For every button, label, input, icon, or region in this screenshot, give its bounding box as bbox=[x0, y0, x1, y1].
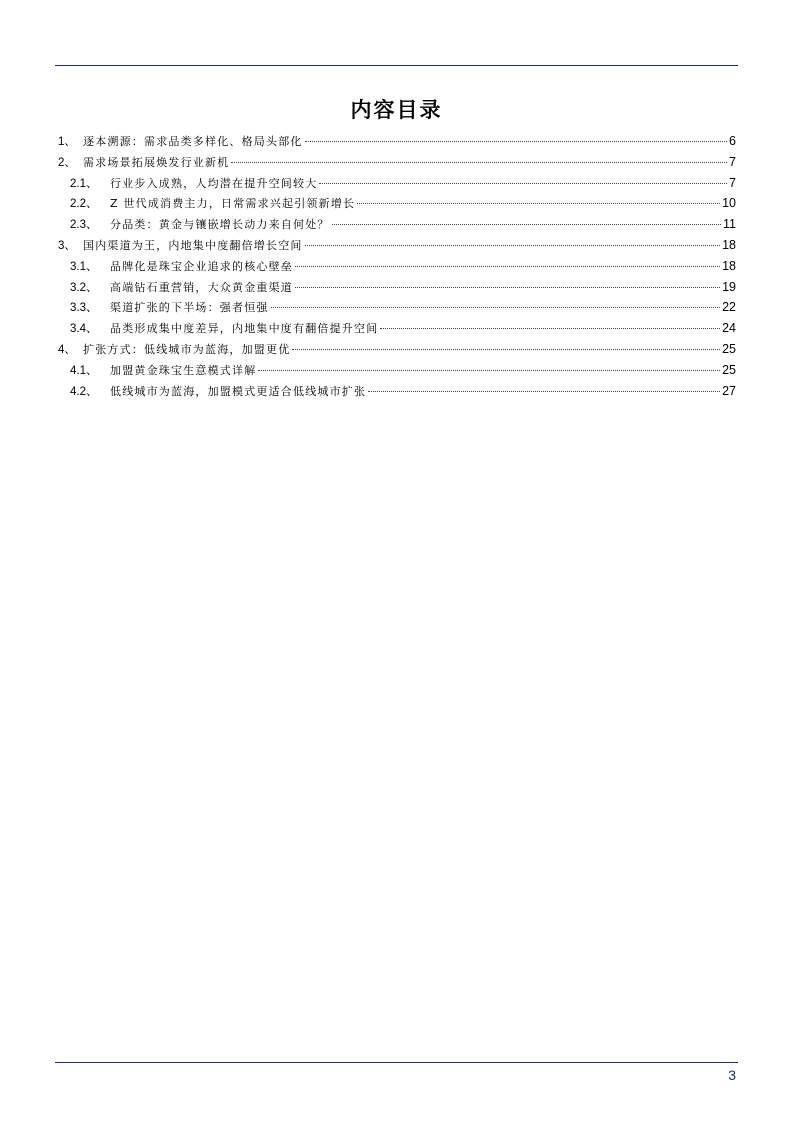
dot-leader bbox=[368, 391, 720, 392]
toc-entry[interactable] bbox=[58, 297, 736, 318]
toc-entry[interactable] bbox=[58, 131, 736, 152]
toc-entry-page: 19 bbox=[722, 279, 736, 294]
toc-entry[interactable] bbox=[58, 277, 736, 298]
toc-entry-page: 27 bbox=[722, 383, 736, 398]
toc-entry-page: 11 bbox=[723, 217, 736, 232]
table-of-contents bbox=[58, 131, 736, 401]
toc-entry-number: 4.1、 bbox=[70, 364, 98, 377]
toc-entry-number: 2、 bbox=[58, 156, 76, 169]
toc-entry-title: 扩张方式：低线城市为蓝海，加盟更优 bbox=[83, 342, 291, 356]
dot-leader bbox=[305, 245, 720, 246]
dot-leader bbox=[271, 307, 720, 308]
page-title: 内容目录 bbox=[350, 97, 443, 122]
toc-entry[interactable] bbox=[58, 152, 736, 173]
toc-entry-number: 4.2、 bbox=[70, 385, 98, 398]
toc-entry-number: 3.3、 bbox=[70, 302, 98, 315]
toc-entry-page: 22 bbox=[722, 300, 736, 315]
toc-entry-title: 分品类：黄金与镶嵌增长动力来自何处？ bbox=[110, 218, 330, 232]
toc-entry-title: 品牌化是珠宝企业追求的核心壁垒 bbox=[110, 259, 293, 273]
dot-leader bbox=[295, 266, 720, 267]
toc-entry-page: 18 bbox=[722, 237, 736, 252]
toc-entry[interactable] bbox=[58, 381, 736, 402]
dot-leader bbox=[380, 328, 720, 329]
toc-entry-title: 逐本溯源：需求品类多样化、格局头部化 bbox=[83, 135, 303, 148]
toc-entry[interactable] bbox=[58, 235, 736, 256]
toc-entry[interactable] bbox=[58, 173, 736, 194]
toc-entry-page: 18 bbox=[722, 258, 736, 273]
toc-entry-number: 3、 bbox=[58, 239, 76, 252]
footer-rule bbox=[55, 1062, 738, 1063]
toc-entry-page: 7 bbox=[729, 154, 736, 169]
toc-entry-title: 加盟黄金珠宝生意模式详解 bbox=[110, 363, 257, 377]
toc-entry-title: 品类形成集中度差异，内地集中度有翻倍提升空间 bbox=[110, 322, 379, 336]
page-number: 3 bbox=[728, 1067, 736, 1083]
header-rule bbox=[55, 65, 738, 66]
toc-entry[interactable] bbox=[58, 339, 736, 360]
toc-entry-number: 2.2、 bbox=[70, 198, 98, 211]
toc-entry-number: 2.1、 bbox=[70, 177, 98, 190]
dot-leader bbox=[319, 183, 727, 184]
toc-entry[interactable] bbox=[58, 256, 736, 277]
dot-leader bbox=[231, 162, 727, 163]
toc-entry[interactable] bbox=[58, 193, 736, 214]
toc-entry-number: 1、 bbox=[58, 136, 76, 148]
toc-entry[interactable] bbox=[58, 214, 736, 235]
toc-entry-title: 行业步入成熟，人均潜在提升空间较大 bbox=[110, 176, 318, 190]
toc-entry-title: 低线城市为蓝海，加盟模式更适合低线城市扩张 bbox=[110, 384, 367, 398]
dot-leader bbox=[357, 203, 720, 204]
toc-entry-page: 24 bbox=[722, 321, 736, 336]
toc-entry-title: Z 世代成消费主力，日常需求兴起引领新增长 bbox=[110, 197, 356, 211]
toc-entry-page: 10 bbox=[722, 196, 736, 211]
toc-entry-title: 需求场景拓展焕发行业新机 bbox=[83, 155, 230, 169]
dot-leader bbox=[332, 224, 721, 225]
dot-leader bbox=[292, 349, 720, 350]
toc-entry[interactable] bbox=[58, 360, 736, 381]
toc-entry-number: 3.2、 bbox=[70, 281, 98, 294]
toc-entry-page: 7 bbox=[729, 175, 736, 190]
toc-entry-title: 国内渠道为王，内地集中度翻倍增长空间 bbox=[83, 238, 303, 252]
toc-entry-number: 3.1、 bbox=[70, 260, 98, 273]
dot-leader bbox=[258, 370, 720, 371]
toc-entry-page: 25 bbox=[722, 341, 736, 356]
toc-entry-number: 2.3、 bbox=[70, 219, 98, 232]
toc-entry[interactable] bbox=[58, 318, 736, 339]
toc-entry-page: 6 bbox=[729, 134, 736, 148]
toc-entry-title: 渠道扩张的下半场：强者恒强 bbox=[110, 301, 269, 315]
dot-leader bbox=[295, 287, 720, 288]
toc-entry-title: 高端钻石重营销，大众黄金重渠道 bbox=[110, 280, 293, 294]
toc-entry-number: 4、 bbox=[58, 343, 76, 356]
toc-entry-page: 25 bbox=[722, 362, 736, 377]
dot-leader bbox=[305, 141, 727, 142]
toc-entry-number: 3.4、 bbox=[70, 323, 98, 336]
